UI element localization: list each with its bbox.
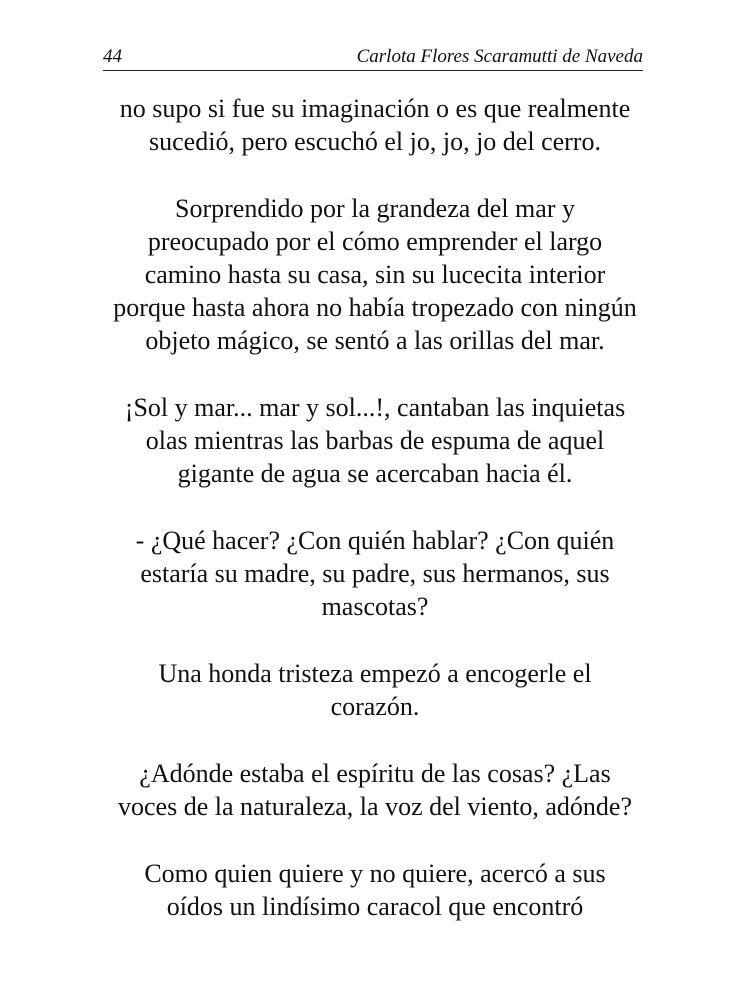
text-line: ¿Adónde estaba el espíritu de las cosas? ¿Las [139,759,611,788]
text-line: Una honda tristeza empezó a encogerle el [158,659,592,688]
page-number: 44 [103,46,122,67]
text-line: objeto mágico, se sentó a las orillas del mar. [145,326,605,355]
text-line: Como quien quiere y no quiere, acercó a sus [144,859,606,888]
text-line: ¡Sol y mar... mar y sol...!, cantaban las inquietas [124,393,626,422]
text-line: olas mientras las barbas de espuma de aquel [145,426,605,455]
text-line: oídos un lindísimo caracol que encontró [166,892,584,921]
text-line: estaría su madre, su padre, sus hermanos, sus [140,559,610,588]
text-line: - ¿Qué hacer? ¿Con quién hablar? ¿Con quién [135,526,615,555]
text-line: no supo si fue su imaginación o es que realmente [119,94,631,123]
paragraph-6 [95,757,655,823]
paragraph-1 [95,92,655,158]
text-line: Sorprendido por la grandeza del mar y [175,194,575,223]
text-line: gigante de agua se acercaban hacia él. [177,459,573,488]
paragraph-4 [95,524,655,623]
paragraph-7 [95,857,655,923]
paragraph-3 [95,391,655,490]
running-head-author: Carlota Flores Scaramutti de Naveda [356,46,643,67]
header-divider [103,70,643,71]
text-line: sucedió, pero escuchó el jo, jo, jo del cerro. [149,127,601,156]
text-line: mascotas? [321,592,429,621]
text-line: preocupado por el cómo emprender el largo [147,227,603,256]
paragraph-5 [95,657,655,723]
text-line: corazón. [330,692,420,721]
text-line: voces de la naturaleza, la voz del viento, adónde? [118,792,632,821]
text-line: porque hasta ahora no había tropezado con ningún [113,293,637,322]
page-header [103,44,643,70]
paragraph-2 [95,192,655,357]
text-line: camino hasta su casa, sin su lucecita interior [144,260,606,289]
page-body [95,92,655,957]
